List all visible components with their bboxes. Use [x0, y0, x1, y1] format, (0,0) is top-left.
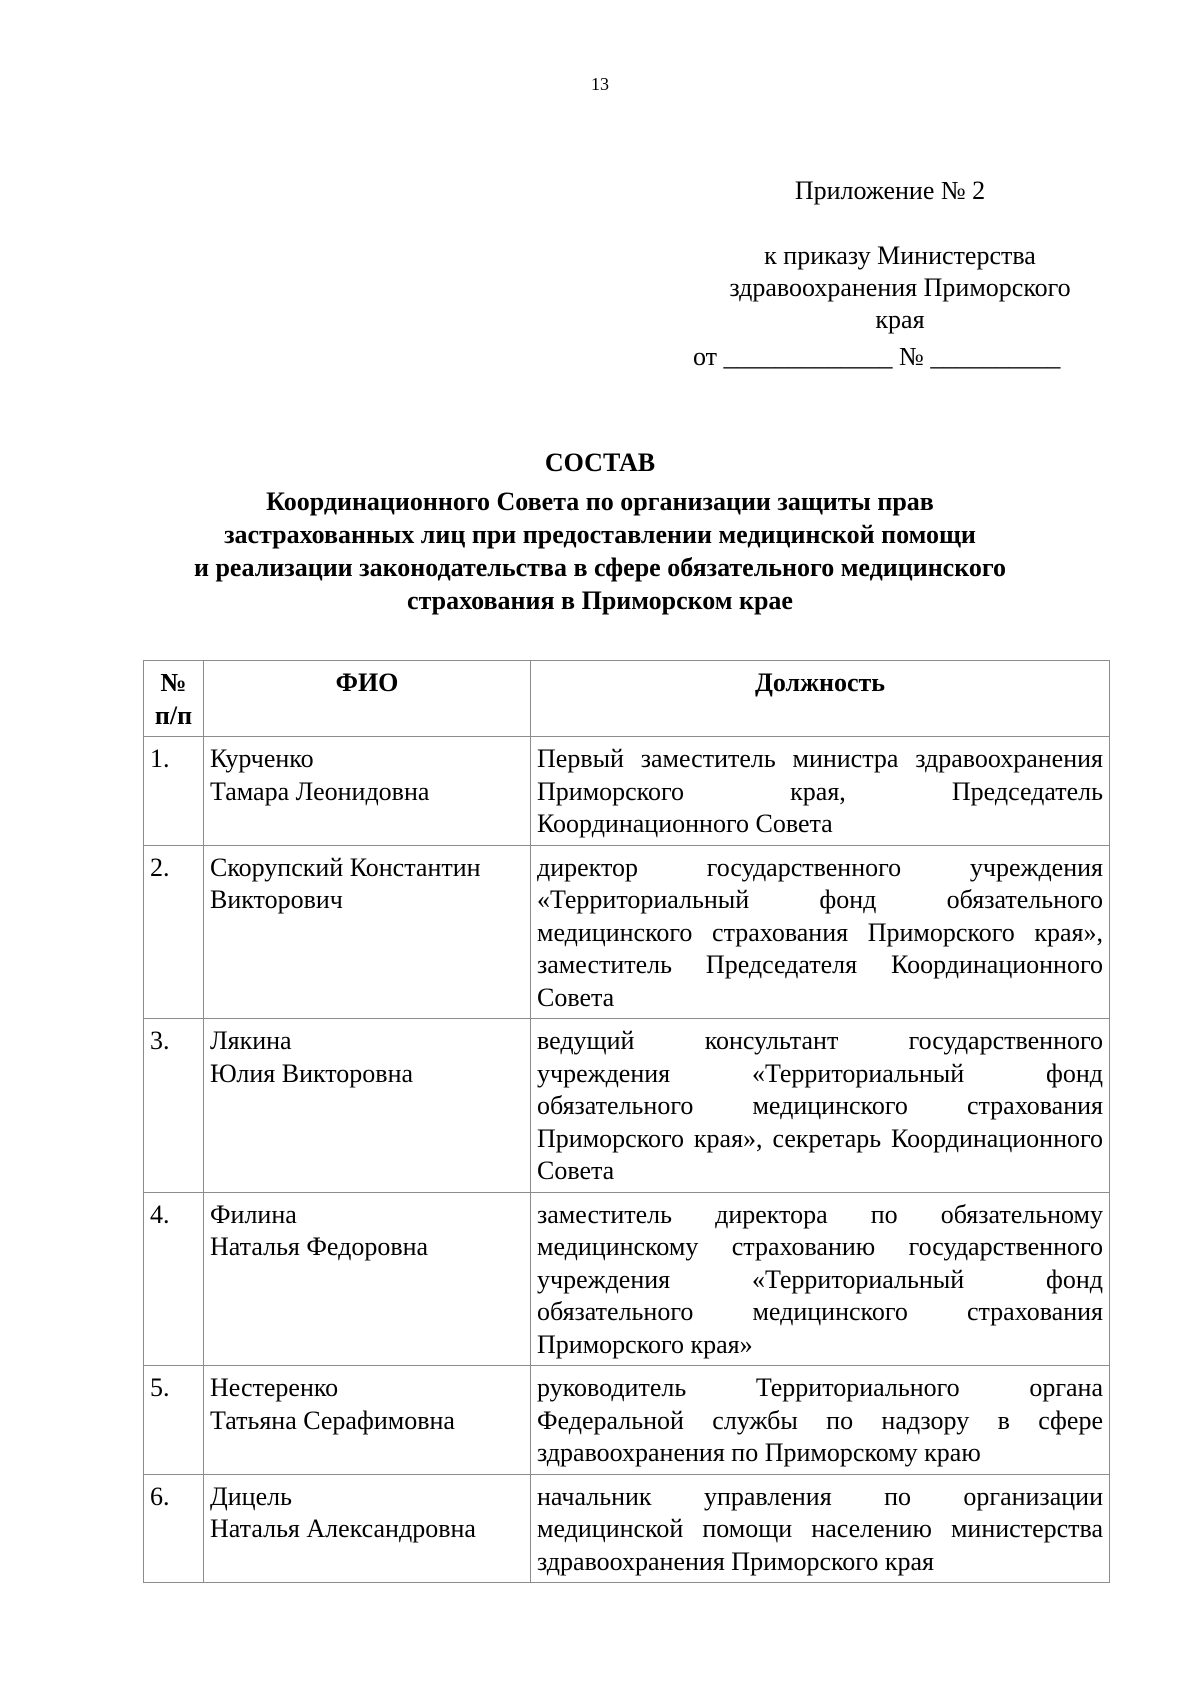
page-number: 13 [591, 74, 609, 94]
table-row [144, 1192, 1110, 1366]
member-name [204, 845, 531, 1019]
table-row [144, 1366, 1110, 1475]
header-number-symbol: № [160, 668, 187, 697]
member-surname: Нестеренко [210, 1373, 339, 1402]
document-title-line: застрахованных лиц при предоставлении медицинской помощи [224, 520, 976, 549]
member-surname: Скорупский Константин [210, 852, 481, 882]
member-surname: Дицель [210, 1481, 292, 1511]
member-name [204, 737, 531, 846]
table-row [144, 1474, 1110, 1583]
document-title-main: СОСТАВ [544, 448, 656, 477]
document-title [100, 446, 1100, 617]
member-surname: Курченко [210, 744, 314, 773]
member-given-names: Юлия Викторовна [210, 1058, 414, 1088]
member-position: директор государственного учреждения «Территориальный фонд обязательного медицинского страхования Приморского края», заместитель Председателя Координационного Совета [531, 845, 1110, 1019]
council-members-table [143, 660, 1110, 1583]
appendix-line: к приказу Министерства [764, 241, 1036, 270]
header-name: ФИО [204, 661, 531, 737]
member-surname: Филина [210, 1199, 297, 1229]
header-position: Должность [531, 661, 1110, 737]
member-given-names: Тамара Леонидовна [210, 776, 430, 806]
member-given-names: Викторович [210, 885, 343, 914]
appendix-line: здравоохранения Приморского [729, 273, 1071, 302]
member-given-names: Наталья Александровна [210, 1514, 476, 1543]
document-title-line: Координационного Совета по организации защиты прав [266, 487, 934, 516]
member-given-names: Наталья Федоровна [210, 1232, 429, 1261]
table-row [144, 737, 1110, 846]
table-header-row [144, 661, 1110, 737]
document-title-line: и реализации законодательства в сфере обязательного медицинского [193, 553, 1007, 582]
row-number: 5. [144, 1366, 204, 1475]
member-name [204, 1366, 531, 1475]
order-date-number-line: от _____________ № __________ [693, 342, 1061, 371]
member-name [204, 1019, 531, 1193]
row-number: 3. [144, 1019, 204, 1193]
appendix-title: Приложение № 2 [794, 176, 986, 205]
appendix-order-reference [690, 240, 1110, 336]
member-name [204, 1474, 531, 1583]
member-given-names: Татьяна Серафимовна [210, 1405, 455, 1435]
member-position: Первый заместитель министра здравоохранения Приморского края, Председатель Координационного Совета [531, 737, 1110, 846]
member-position: ведущий консультант государственного учреждения «Территориальный фонд обязательного медицинского страхования Приморского края», секретарь Координационного Совета [531, 1019, 1110, 1193]
appendix-line: края [875, 305, 925, 334]
row-number: 2. [144, 845, 204, 1019]
document-title-line: страхования в Приморском крае [407, 586, 793, 615]
table-row [144, 845, 1110, 1019]
member-position: заместитель директора по обязательному медицинскому страхованию государственного учреждения «Территориальный фонд обязательного медицинского страхования Приморского края» [531, 1192, 1110, 1366]
row-number: 6. [144, 1474, 204, 1583]
row-number: 1. [144, 737, 204, 846]
header-number [144, 661, 204, 737]
row-number: 4. [144, 1192, 204, 1366]
member-surname: Лякина [210, 1026, 292, 1055]
table-row [144, 1019, 1110, 1193]
member-position: руководитель Территориального органа Федеральной службы по надзору в сфере здравоохранения по Приморскому краю [531, 1366, 1110, 1475]
member-position: начальник управления по организации медицинской помощи населению министерства здравоохранения Приморского края [531, 1474, 1110, 1583]
member-name [204, 1192, 531, 1366]
header-number-abbr: п/п [154, 700, 193, 730]
